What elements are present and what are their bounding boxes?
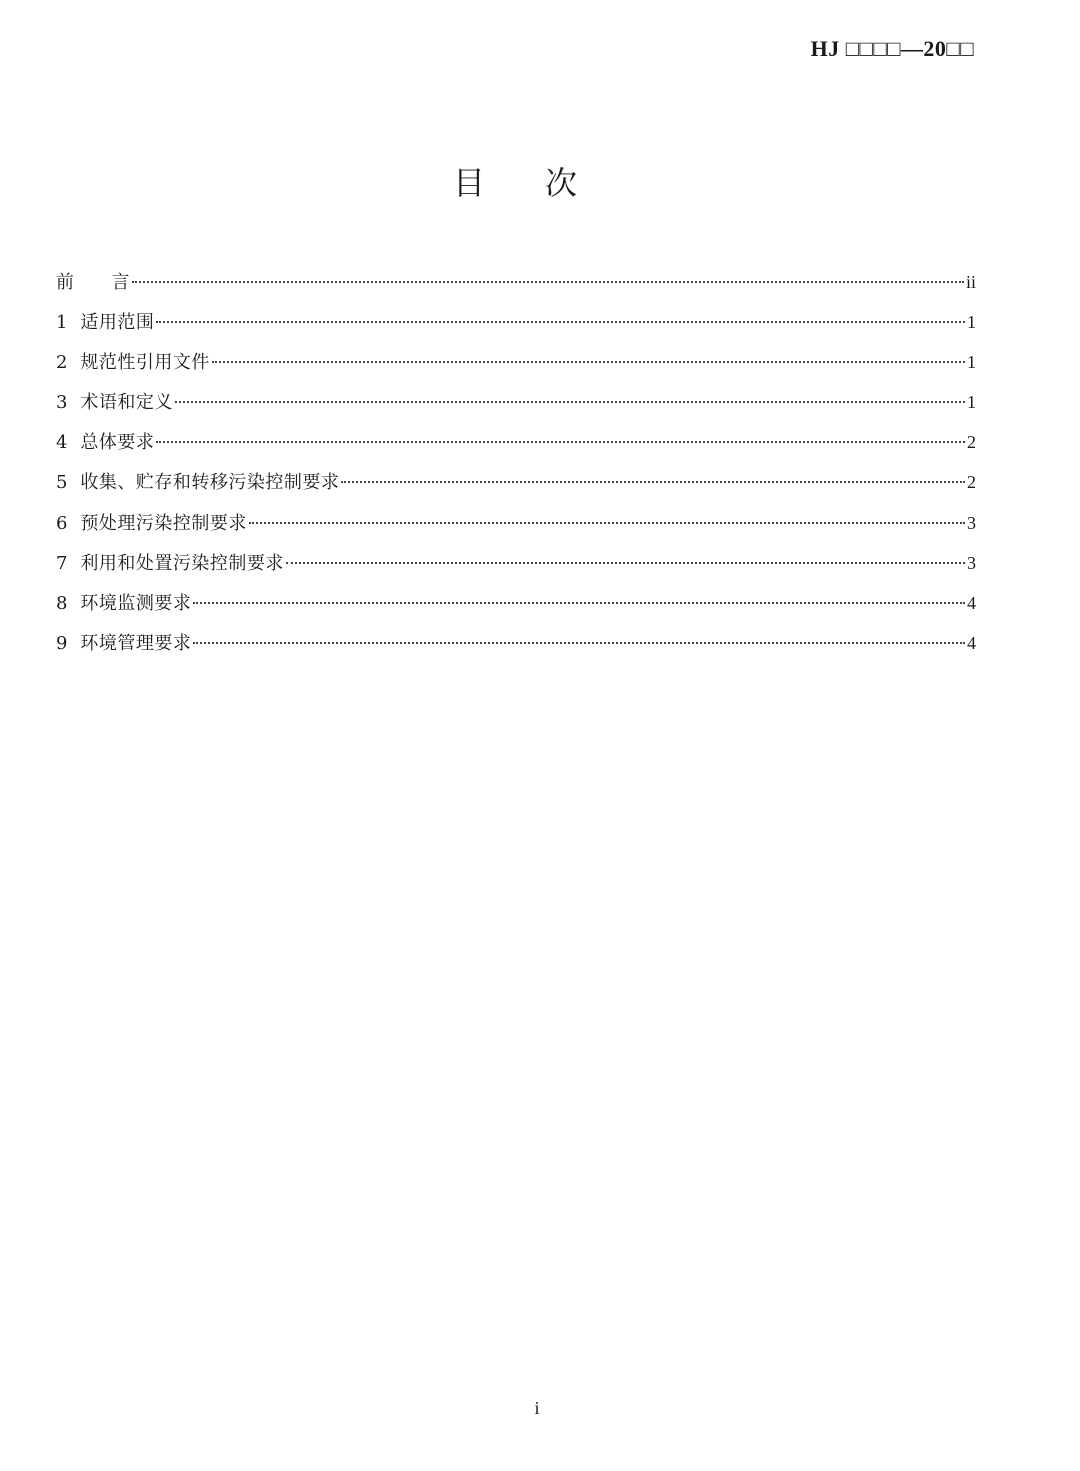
toc-entry-1[interactable] <box>56 302 976 342</box>
toc-leader-dots <box>249 521 965 524</box>
toc-entry-label: 6 预处理污染控制要求 <box>56 512 247 534</box>
toc-entry-page: 1 <box>967 312 976 333</box>
toc-entry-label: 3 术语和定义 <box>56 392 173 414</box>
toc-entry-page: 1 <box>967 392 976 413</box>
toc-leader-dots <box>286 561 965 564</box>
toc-leader-dots <box>132 280 964 283</box>
toc-entry-7[interactable] <box>56 543 976 583</box>
toc-entry-2[interactable] <box>56 342 976 382</box>
toc-leader-dots <box>212 360 965 363</box>
toc-entry-label: 9 环境管理要求 <box>56 632 192 654</box>
toc-entry-8[interactable] <box>56 583 976 623</box>
toc-leader-dots <box>193 601 965 604</box>
standard-code: HJ □□□□—20□□ <box>810 36 974 61</box>
toc-entry-page: 2 <box>967 432 976 453</box>
toc-entry-3[interactable] <box>56 382 976 422</box>
toc-leader-dots <box>156 440 965 443</box>
toc-entry-foreword[interactable] <box>56 262 976 302</box>
toc-entry-page: 4 <box>967 592 976 613</box>
toc-entry-label: 2 规范性引用文件 <box>56 352 210 374</box>
toc-entry-6[interactable] <box>56 503 976 543</box>
toc-entry-label: 4 总体要求 <box>56 432 155 454</box>
toc-entry-label: 1 适用范围 <box>56 312 155 334</box>
toc-entry-page: 4 <box>967 632 976 653</box>
page-number: i <box>534 1398 540 1418</box>
toc-entry-label: 5 收集、贮存和转移污染控制要求 <box>56 472 340 494</box>
toc-entry-4[interactable] <box>56 422 976 462</box>
toc-entry-label: 8 环境监测要求 <box>56 592 192 614</box>
toc-entry-page: 1 <box>967 352 976 373</box>
toc-leader-dots <box>341 480 965 483</box>
toc-leader-dots <box>156 320 965 323</box>
toc-entry-label: 前 言 <box>56 272 130 293</box>
toc-entry-page: 3 <box>967 552 976 573</box>
toc-entry-9[interactable] <box>56 623 976 663</box>
toc-leader-dots <box>175 400 965 403</box>
toc-entry-5[interactable] <box>56 462 976 502</box>
table-of-contents <box>56 262 976 663</box>
page-title: 目次 <box>452 164 637 202</box>
toc-leader-dots <box>193 641 965 644</box>
toc-entry-label: 7 利用和处置污染控制要求 <box>56 552 284 574</box>
toc-entry-page: 3 <box>967 512 976 533</box>
toc-entry-page: ii <box>965 272 976 292</box>
toc-entry-page: 2 <box>967 472 976 493</box>
